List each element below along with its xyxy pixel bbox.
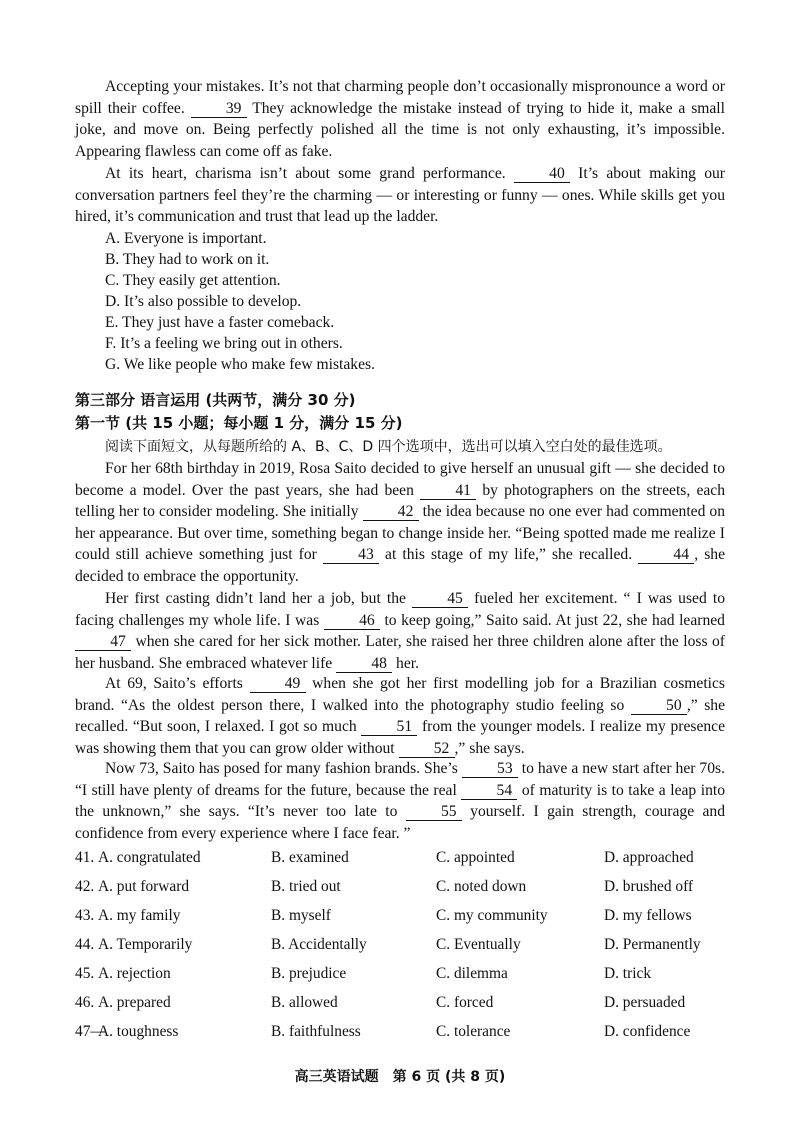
cloze-paragraph-2	[75, 588, 725, 674]
subsection-title: 第一节 (共 15 小题；每小题 1 分，满分 15 分)	[75, 414, 403, 432]
answer-blank-53: 53	[462, 761, 518, 778]
choice-b: B. examined	[271, 849, 349, 866]
answer-blank-39: 39	[191, 101, 247, 118]
question-number: 46.	[75, 994, 95, 1011]
answer-blank-42: 42	[363, 504, 419, 521]
paragraph-text: ,” she recalled. “But soon, I relaxed. I got so much	[75, 696, 725, 735]
question-number: 41.	[75, 849, 95, 866]
choice-c: C. dilemma	[436, 965, 508, 982]
choice-c: C. my community	[436, 907, 548, 924]
choice-a: A. congratulated	[98, 849, 201, 866]
option-c: C. They easily get attention.	[105, 272, 281, 289]
paragraph-text: to keep going,” Saito said. At just 22, she had learned	[384, 611, 725, 629]
paragraph-text: For her 68th birthday in 2019, Rosa Saito decided to give herself an unusual gift — she decided to become a model. Over the past years, she had been	[75, 460, 725, 499]
choice-d: D. trick	[604, 965, 652, 982]
passage-paragraph-39	[75, 76, 725, 162]
answer-blank-55: 55	[406, 804, 462, 821]
answer-blank-51: 51	[361, 719, 417, 736]
choice-a: A. rejection	[98, 965, 171, 982]
choice-b: B. allowed	[271, 994, 338, 1011]
cloze-paragraph-4	[75, 758, 725, 844]
paragraph-text: from the younger models. I realize my presence was showing them that you can grow older without	[75, 718, 726, 757]
option-a: A. Everyone is important.	[105, 230, 267, 247]
paragraph-text: At 69, Saito’s efforts	[105, 675, 243, 692]
question-42	[75, 878, 725, 904]
page-footer: 高三英语试题 第 6 页 (共 8 页)	[294, 1069, 506, 1085]
cloze-paragraph-3	[75, 673, 725, 759]
paragraph-text: her.	[396, 654, 419, 672]
question-41	[75, 849, 725, 875]
paragraph-text: to have a new start after her 70s. “I still have plenty of dreams for the future, because the real	[75, 760, 725, 799]
passage-paragraph-40	[75, 163, 725, 228]
question-45	[75, 965, 725, 991]
question-number: 42.	[75, 878, 95, 895]
answer-blank-40: 40	[514, 166, 570, 183]
option-g: G. We like people who make few mistakes.	[105, 356, 375, 373]
answer-blank-45: 45	[412, 591, 468, 608]
choice-b: B. myself	[271, 907, 331, 924]
paragraph-text: fueled her excitement. “ I was used to facing challenges my whole life. I was	[75, 590, 725, 629]
choice-b: B. Accidentally	[271, 936, 367, 953]
answer-blank-41: 41	[420, 483, 476, 500]
paragraph-text: by photographers on the streets, each telling her to consider modeling. She initially	[75, 481, 726, 520]
paragraph-text: ,” she says.	[454, 739, 525, 757]
choice-a: A. Temporarily	[98, 936, 193, 953]
choice-c: C. appointed	[436, 849, 515, 866]
answer-blank-50: 50	[631, 698, 687, 715]
answer-blank-48: 48	[336, 656, 392, 673]
choice-c: C. noted down	[436, 878, 527, 895]
paragraph-text: They acknowledge the mistake instead of trying to hide it, make a small joke, and move on. Being perfectly polished all the time is not only exhausting, it’s impossible. Appearing flawless can come off as fake.	[75, 99, 725, 160]
choice-d: D. persuaded	[604, 994, 686, 1011]
paragraph-text: when she cared for her sick mother. Later, she raised her three children alone after the loss of her husband. She embraced whatever life	[75, 633, 726, 672]
paragraph-text: Now 73, Saito has posed for many fashion brands. She’s	[105, 760, 458, 777]
answer-blank-43: 43	[323, 547, 379, 564]
option-b: B. They had to work on it.	[105, 251, 270, 268]
paragraph-text: of maturity is to take a leap into the unknown,” she says. “It’s never too late to	[75, 781, 725, 820]
seven-choice-options	[105, 228, 375, 375]
choice-b: B. tried out	[271, 878, 341, 895]
paragraph-text: It’s about making our conversation partners feel they’re the charming — or interesting or funny — ones. While skills get you hired, it’s communication and trust that lead up the ladder.	[75, 165, 725, 225]
paragraph-text: when she got her first modelling job for a Brazilian cosmetics brand. “As the oldest person there, I walked into the photography studio feeling so	[75, 675, 725, 714]
question-number: 47—	[75, 1023, 106, 1040]
choice-b: B. prejudice	[271, 965, 347, 982]
choice-c: C. forced	[436, 994, 494, 1011]
question-47	[75, 1023, 725, 1049]
question-44	[75, 936, 725, 962]
choice-a: A. toughness	[98, 1023, 179, 1040]
answer-blank-54: 54	[461, 783, 517, 800]
section-title: 第三部分 语言运用 (共两节，满分 30 分)	[75, 391, 356, 409]
choice-a: A. prepared	[98, 994, 171, 1011]
choice-b: B. faithfulness	[271, 1023, 361, 1040]
choice-d: D. confidence	[604, 1023, 691, 1040]
paragraph-text: yourself. I gain strength, courage and confidence from every experience where I face fear. ”	[75, 803, 726, 842]
choice-c: C. Eventually	[436, 936, 521, 953]
paragraph-text: the idea because no one ever had commented on her appearance. But over time, something began to change inside her. “Being spotted made me realize I could still achieve something just for	[75, 503, 725, 563]
answer-blank-44: 44	[638, 547, 694, 564]
answer-blank-46: 46	[324, 613, 380, 630]
paragraph-text: Accepting your mistakes. It’s not that charming people don’t occasionally mispronounce a word or spill their coffee.	[75, 78, 725, 117]
choice-d: D. brushed off	[604, 878, 694, 895]
cloze-paragraph-1	[75, 458, 725, 587]
question-number: 45.	[75, 965, 95, 982]
choice-a: A. put forward	[98, 878, 190, 895]
choice-c: C. tolerance	[436, 1023, 511, 1040]
paragraph-text: , she decided to embrace the opportunity.	[75, 546, 726, 585]
answer-blank-47: 47	[75, 634, 131, 651]
paragraph-text: Her first casting didn’t land her a job, but the	[105, 590, 406, 607]
section-instructions: 阅读下面短文，从每题所给的 A、B、C、D 四个选项中，选出可以填入空白处的最佳选项。	[105, 439, 672, 455]
question-46	[75, 994, 725, 1020]
answer-blank-49: 49	[250, 676, 306, 693]
choice-a: A. my family	[98, 907, 181, 924]
option-e: E. They just have a faster comeback.	[105, 314, 335, 331]
paragraph-text: at this stage of my life,” she recalled.	[385, 546, 633, 563]
question-number: 44.	[75, 936, 95, 953]
option-f: F. It’s a feeling we bring out in others.	[105, 335, 343, 352]
question-number: 43.	[75, 907, 95, 924]
choice-d: D. my fellows	[604, 907, 692, 924]
paragraph-text: At its heart, charisma isn’t about some grand performance.	[105, 165, 506, 182]
option-d: D. It’s also possible to develop.	[105, 293, 302, 310]
answer-blank-52: 52	[399, 741, 455, 758]
question-43	[75, 907, 725, 933]
choice-d: D. approached	[604, 849, 694, 866]
choice-d: D. Permanently	[604, 936, 701, 953]
